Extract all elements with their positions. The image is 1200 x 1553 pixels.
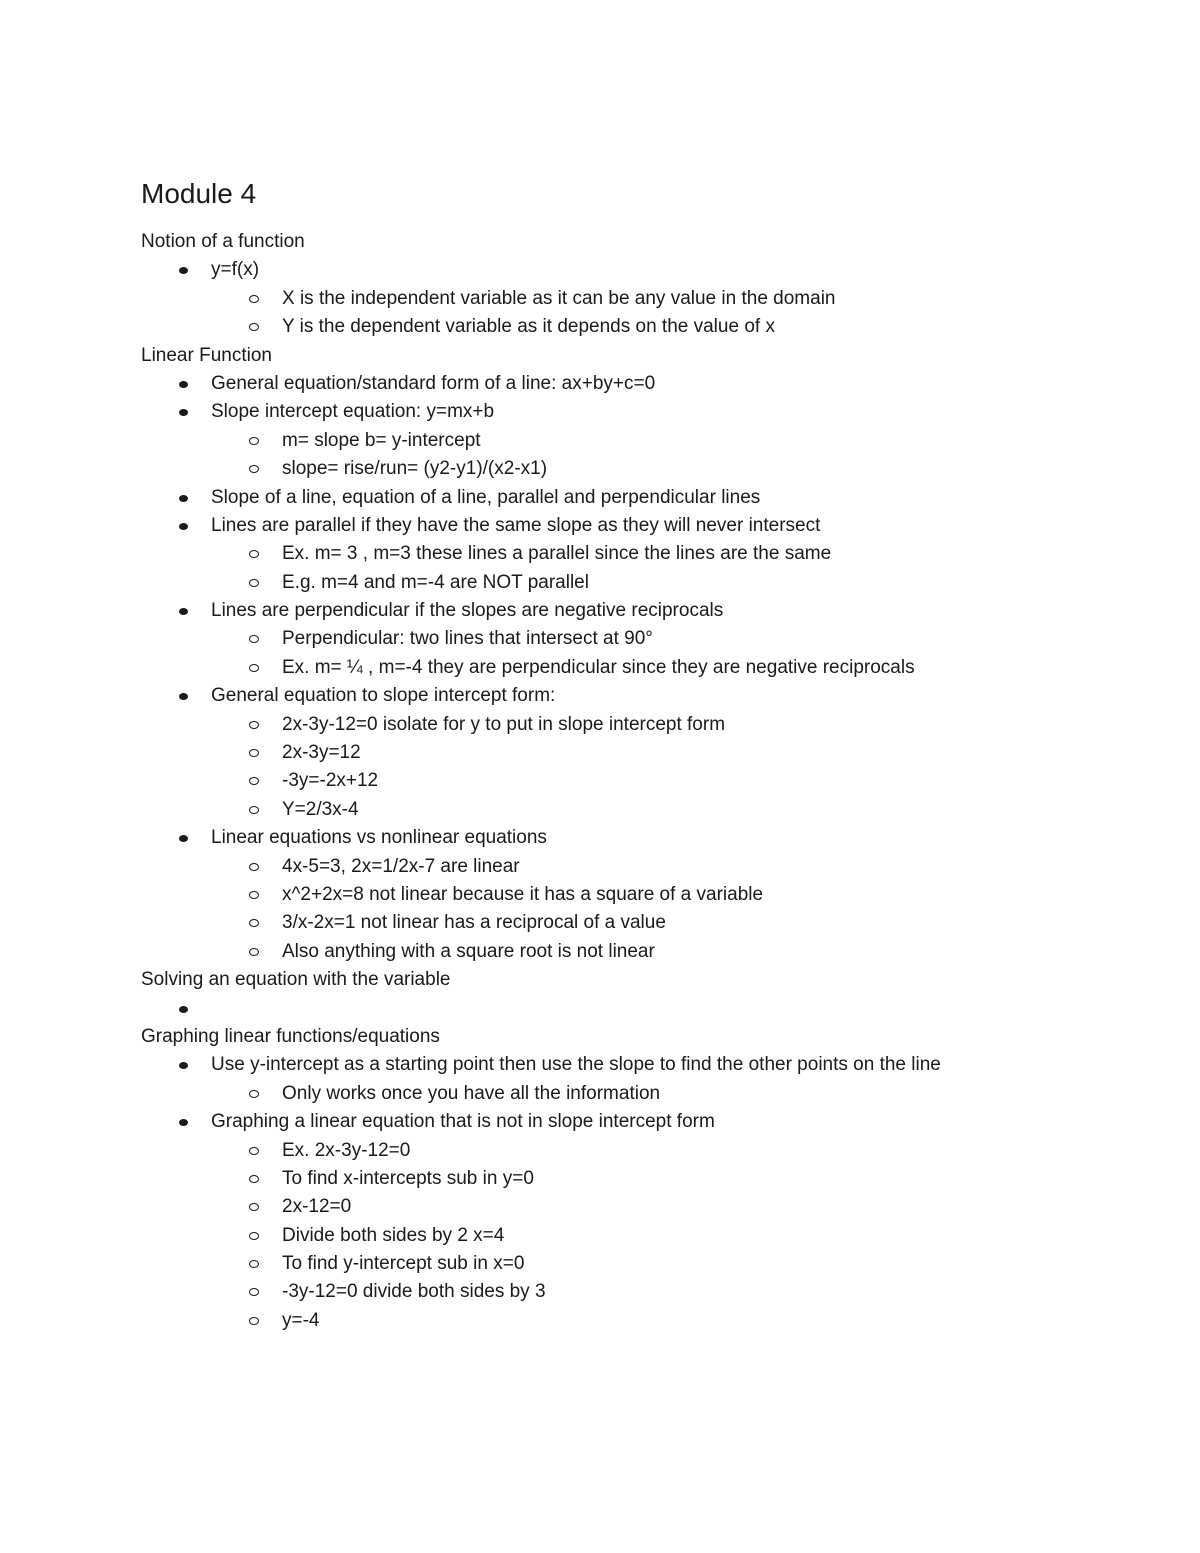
sub-bullet-item-text: X is the independent variable as it can be any value in the domain [282, 287, 836, 309]
sub-bullet-item-text: To find x-intercepts sub in y=0 [282, 1167, 534, 1189]
hollow-bullet-icon [249, 863, 259, 871]
sub-bullet-item-text: Y is the dependent variable as it depends on the value of x [282, 316, 775, 338]
sub-bullet-item [0, 909, 1200, 937]
bullet-item [0, 484, 1200, 512]
bullet-item [0, 597, 1200, 625]
hollow-bullet-icon [249, 1260, 259, 1268]
hollow-bullet-icon [249, 1175, 259, 1183]
filled-bullet-icon [179, 1119, 188, 1126]
sub-bullet-item-text: Only works once you have all the information [282, 1082, 661, 1104]
hollow-bullet-icon [249, 1090, 259, 1098]
hollow-bullet-icon [249, 1232, 259, 1240]
sub-bullet-item-text: 2x-3y-12=0 isolate for y to put in slope intercept form [282, 713, 726, 735]
sub-bullet-item-text: Ex. m= 3 , m=3 these lines a parallel since the lines are the same [282, 543, 832, 565]
sub-bullet-item-text: m= slope b= y-intercept [282, 429, 481, 451]
bullet-item-text: Slope of a line, equation of a line, parallel and perpendicular lines [211, 486, 761, 508]
section-heading [0, 228, 1200, 256]
sub-bullet-item-text: -3y-12=0 divide both sides by 3 [282, 1281, 546, 1303]
hollow-bullet-icon [249, 1288, 259, 1296]
section-heading [0, 1023, 1200, 1051]
bullet-item [0, 398, 1200, 426]
filled-bullet-icon [179, 381, 188, 388]
hollow-bullet-icon [249, 891, 259, 899]
section-heading-text: Graphing linear functions/equations [141, 1025, 440, 1047]
hollow-bullet-icon [249, 635, 259, 643]
bullet-item-text: Lines are parallel if they have the same slope as they will never intersect [211, 514, 821, 536]
sub-bullet-item-text: Divide both sides by 2 x=4 [282, 1224, 505, 1246]
sub-bullet-item [0, 796, 1200, 824]
filled-bullet-icon [179, 409, 188, 416]
bullet-item [0, 370, 1200, 398]
filled-bullet-icon [179, 835, 188, 842]
hollow-bullet-icon [249, 948, 259, 956]
sub-bullet-item [0, 455, 1200, 483]
sub-bullet-item-text: Y=2/3x-4 [282, 798, 359, 820]
bullet-item-text: y=f(x) [211, 259, 260, 281]
sub-bullet-item-text: x^2+2x=8 not linear because it has a square of a variable [282, 883, 764, 905]
sub-bullet-item [0, 1080, 1200, 1108]
section-heading-text: Linear Function [141, 344, 272, 366]
sub-bullet-item-text: 4x-5=3, 2x=1/2x-7 are linear [282, 855, 520, 877]
sub-bullet-item-text: 2x-3y=12 [282, 742, 361, 764]
bullet-item-text: Linear equations vs nonlinear equations [211, 827, 547, 849]
hollow-bullet-icon [249, 295, 259, 303]
sub-bullet-item [0, 739, 1200, 767]
section-heading-text: Solving an equation with the variable [141, 969, 451, 991]
section-heading-text: Notion of a function [141, 231, 305, 252]
hollow-bullet-icon [249, 721, 259, 729]
sub-bullet-item-text: Ex. m= ¼ , m=-4 they are perpendicular since they are negative reciprocals [282, 656, 915, 678]
filled-bullet-icon [179, 267, 188, 274]
bullet-item-text: Lines are perpendicular if the slopes are negative reciprocals [211, 600, 724, 622]
sub-bullet-item [0, 711, 1200, 739]
bullet-item-text: Use y-intercept as a starting point then use the slope to find the other points on the line [211, 1054, 941, 1076]
sub-bullet-item-text: 3/x-2x=1 not linear has a reciprocal of a value [282, 912, 666, 934]
sub-bullet-item-text: 2x-12=0 [282, 1196, 352, 1218]
sub-bullet-item [0, 427, 1200, 455]
filled-bullet-icon [179, 693, 188, 700]
sub-bullet-item-text: slope= rise/run= (y2-y1)/(x2-x1) [282, 458, 548, 480]
hollow-bullet-icon [249, 579, 259, 587]
bullet-item [0, 1051, 1200, 1079]
bullet-item [0, 995, 1200, 1023]
bullet-item [0, 1108, 1200, 1136]
sub-bullet-item [0, 1165, 1200, 1193]
sub-bullet-item [0, 1222, 1200, 1250]
sub-bullet-item-text: To find y-intercept sub in x=0 [282, 1253, 525, 1275]
notes-list [0, 228, 1200, 1335]
bullet-item-text: Graphing a linear equation that is not in slope intercept form [211, 1111, 715, 1133]
sub-bullet-item [0, 1137, 1200, 1165]
filled-bullet-icon [179, 495, 188, 502]
sub-bullet-item-text: Perpendicular: two lines that intersect at 90° [282, 628, 653, 650]
page-title: Module 4 [141, 178, 257, 209]
sub-bullet-item-text: Ex. 2x-3y-12=0 [282, 1139, 411, 1161]
sub-bullet-item [0, 853, 1200, 881]
sub-bullet-item-text: -3y=-2x+12 [282, 770, 379, 792]
bullet-item [0, 512, 1200, 540]
hollow-bullet-icon [249, 749, 259, 757]
bullet-item [0, 682, 1200, 710]
bullet-item [0, 824, 1200, 852]
section-heading [0, 966, 1200, 994]
sub-bullet-item-text: E.g. m=4 and m=-4 are NOT parallel [282, 571, 589, 593]
sub-bullet-item-text: y=-4 [282, 1309, 320, 1331]
sub-bullet-item [0, 767, 1200, 795]
hollow-bullet-icon [249, 323, 259, 331]
sub-bullet-item [0, 1193, 1200, 1221]
hollow-bullet-icon [249, 437, 259, 445]
filled-bullet-icon [179, 1006, 188, 1013]
hollow-bullet-icon [249, 664, 259, 672]
bullet-item [0, 256, 1200, 284]
hollow-bullet-icon [249, 919, 259, 927]
sub-bullet-item [0, 540, 1200, 568]
sub-bullet-item-text: Also anything with a square root is not linear [282, 940, 655, 962]
hollow-bullet-icon [249, 550, 259, 558]
filled-bullet-icon [179, 608, 188, 615]
sub-bullet-item [0, 1250, 1200, 1278]
sub-bullet-item [0, 881, 1200, 909]
sub-bullet-item [0, 625, 1200, 653]
hollow-bullet-icon [249, 777, 259, 785]
filled-bullet-icon [179, 1062, 188, 1069]
hollow-bullet-icon [249, 1203, 259, 1211]
filled-bullet-icon [179, 523, 188, 530]
sub-bullet-item [0, 569, 1200, 597]
sub-bullet-item [0, 285, 1200, 313]
sub-bullet-item [0, 313, 1200, 341]
sub-bullet-item [0, 1278, 1200, 1306]
hollow-bullet-icon [249, 465, 259, 473]
hollow-bullet-icon [249, 1147, 259, 1155]
bullet-item-text: General equation to slope intercept form: [211, 685, 556, 707]
hollow-bullet-icon [249, 1317, 259, 1325]
sub-bullet-item [0, 654, 1200, 682]
bullet-item-text: General equation/standard form of a line: ax+by+c=0 [211, 372, 656, 394]
sub-bullet-item [0, 1307, 1200, 1335]
section-heading [0, 342, 1200, 370]
bullet-item-text: Slope intercept equation: y=mx+b [211, 401, 495, 423]
hollow-bullet-icon [249, 806, 259, 814]
sub-bullet-item [0, 938, 1200, 966]
